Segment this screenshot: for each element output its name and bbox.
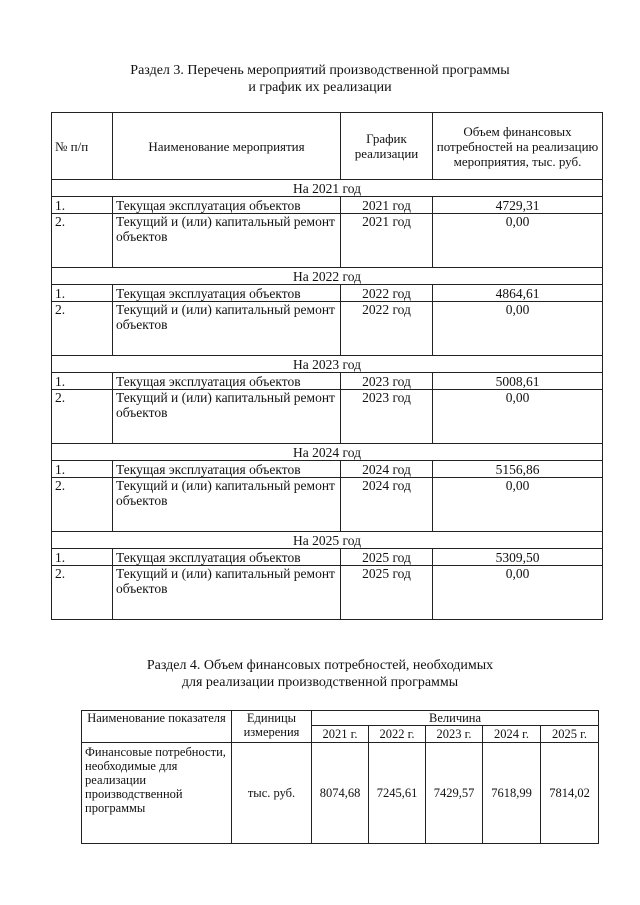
activity-amount: 0,00 — [433, 566, 603, 620]
activity-num: 2. — [52, 214, 113, 268]
activity-name: Текущий и (или) капитальный ремонт объектов — [113, 478, 341, 532]
activity-num: 1. — [52, 461, 113, 478]
activity-schedule: 2022 год — [341, 285, 433, 302]
header-indicator: Наименование показателя — [82, 711, 232, 743]
activity-amount: 0,00 — [433, 214, 603, 268]
section3-title-line2: и график их реализации — [248, 80, 392, 95]
header-schedule: График реализации — [341, 113, 433, 180]
financial-needs-header-row — [82, 711, 599, 726]
activity-row — [52, 373, 603, 390]
activity-num: 2. — [52, 390, 113, 444]
activities-table — [51, 112, 603, 620]
activity-schedule: 2023 год — [341, 373, 433, 390]
activity-row — [52, 478, 603, 532]
activity-schedule: 2021 год — [341, 214, 433, 268]
activity-name: Текущий и (или) капитальный ремонт объектов — [113, 390, 341, 444]
year-value: 7814,02 — [541, 743, 599, 844]
activity-schedule: 2025 год — [341, 566, 433, 620]
section4-title-line2: для реализации производственной программы — [181, 675, 459, 690]
header-year: 2024 г. — [483, 726, 541, 743]
activity-num: 2. — [52, 302, 113, 356]
activity-name: Текущая эксплуатация объектов — [113, 285, 341, 302]
year-group-label: На 2021 год — [52, 180, 603, 197]
header-amount: Объем финансовых потребностей на реализацию мероприятия, тыс. руб. — [433, 113, 603, 180]
section4-title-line1: Раздел 4. Объем финансовых потребностей, необходимых — [146, 658, 494, 673]
activity-schedule: 2024 год — [341, 478, 433, 532]
year-group-label: На 2025 год — [52, 532, 603, 549]
financial-needs-table — [81, 710, 599, 844]
activity-name: Текущая эксплуатация объектов — [113, 373, 341, 390]
activity-row — [52, 566, 603, 620]
activity-amount: 4729,31 — [433, 197, 603, 214]
year-group-label: На 2024 год — [52, 444, 603, 461]
unit-value: тыс. руб. — [232, 743, 312, 844]
activity-row — [52, 214, 603, 268]
header-year: 2021 г. — [312, 726, 369, 743]
year-group-row — [52, 532, 603, 549]
header-name: Наименование мероприятия — [113, 113, 341, 180]
year-value: 8074,68 — [312, 743, 369, 844]
activity-num: 2. — [52, 478, 113, 532]
activity-amount: 5008,61 — [433, 373, 603, 390]
financial-needs-data-row — [82, 743, 599, 844]
year-value: 7429,57 — [426, 743, 483, 844]
activity-amount: 5156,86 — [433, 461, 603, 478]
header-year: 2022 г. — [369, 726, 426, 743]
activity-amount: 5309,50 — [433, 549, 603, 566]
header-year: 2025 г. — [541, 726, 599, 743]
header-num: № п/п — [52, 113, 113, 180]
activity-row — [52, 390, 603, 444]
activity-schedule: 2021 год — [341, 197, 433, 214]
activity-num: 2. — [52, 566, 113, 620]
activity-num: 1. — [52, 373, 113, 390]
activity-num: 1. — [52, 197, 113, 214]
activity-row — [52, 461, 603, 478]
year-group-row — [52, 180, 603, 197]
activity-row — [52, 197, 603, 214]
year-group-label: На 2022 год — [52, 268, 603, 285]
year-value: 7245,61 — [369, 743, 426, 844]
activity-num: 1. — [52, 549, 113, 566]
activity-name: Текущая эксплуатация объектов — [113, 549, 341, 566]
activity-schedule: 2023 год — [341, 390, 433, 444]
activity-num: 1. — [52, 285, 113, 302]
activity-name: Текущий и (или) капитальный ремонт объектов — [113, 566, 341, 620]
activity-amount: 0,00 — [433, 478, 603, 532]
activity-schedule: 2024 год — [341, 461, 433, 478]
year-group-row — [52, 444, 603, 461]
indicator-name: Финансовые потребности, необходимые для реализации производственной программы — [82, 743, 232, 844]
header-unit: Единицы измерения — [232, 711, 312, 743]
activity-amount: 0,00 — [433, 390, 603, 444]
activities-table-header — [52, 113, 603, 180]
activity-amount: 0,00 — [433, 302, 603, 356]
section3-title — [0, 62, 640, 96]
year-value: 7618,99 — [483, 743, 541, 844]
activity-name: Текущий и (или) капитальный ремонт объектов — [113, 302, 341, 356]
section3-title-line1: Раздел 3. Перечень мероприятий производственной программы — [130, 63, 510, 78]
year-group-row — [52, 356, 603, 373]
activity-name: Текущая эксплуатация объектов — [113, 197, 341, 214]
activity-row — [52, 549, 603, 566]
activity-schedule: 2025 год — [341, 549, 433, 566]
year-group-row — [52, 268, 603, 285]
year-group-label: На 2023 год — [52, 356, 603, 373]
activity-schedule: 2022 год — [341, 302, 433, 356]
activity-row — [52, 285, 603, 302]
activity-amount: 4864,61 — [433, 285, 603, 302]
activity-row — [52, 302, 603, 356]
header-year: 2023 г. — [426, 726, 483, 743]
section4-title — [0, 657, 640, 691]
header-value: Величина — [312, 711, 599, 726]
activity-name: Текущий и (или) капитальный ремонт объектов — [113, 214, 341, 268]
activity-name: Текущая эксплуатация объектов — [113, 461, 341, 478]
